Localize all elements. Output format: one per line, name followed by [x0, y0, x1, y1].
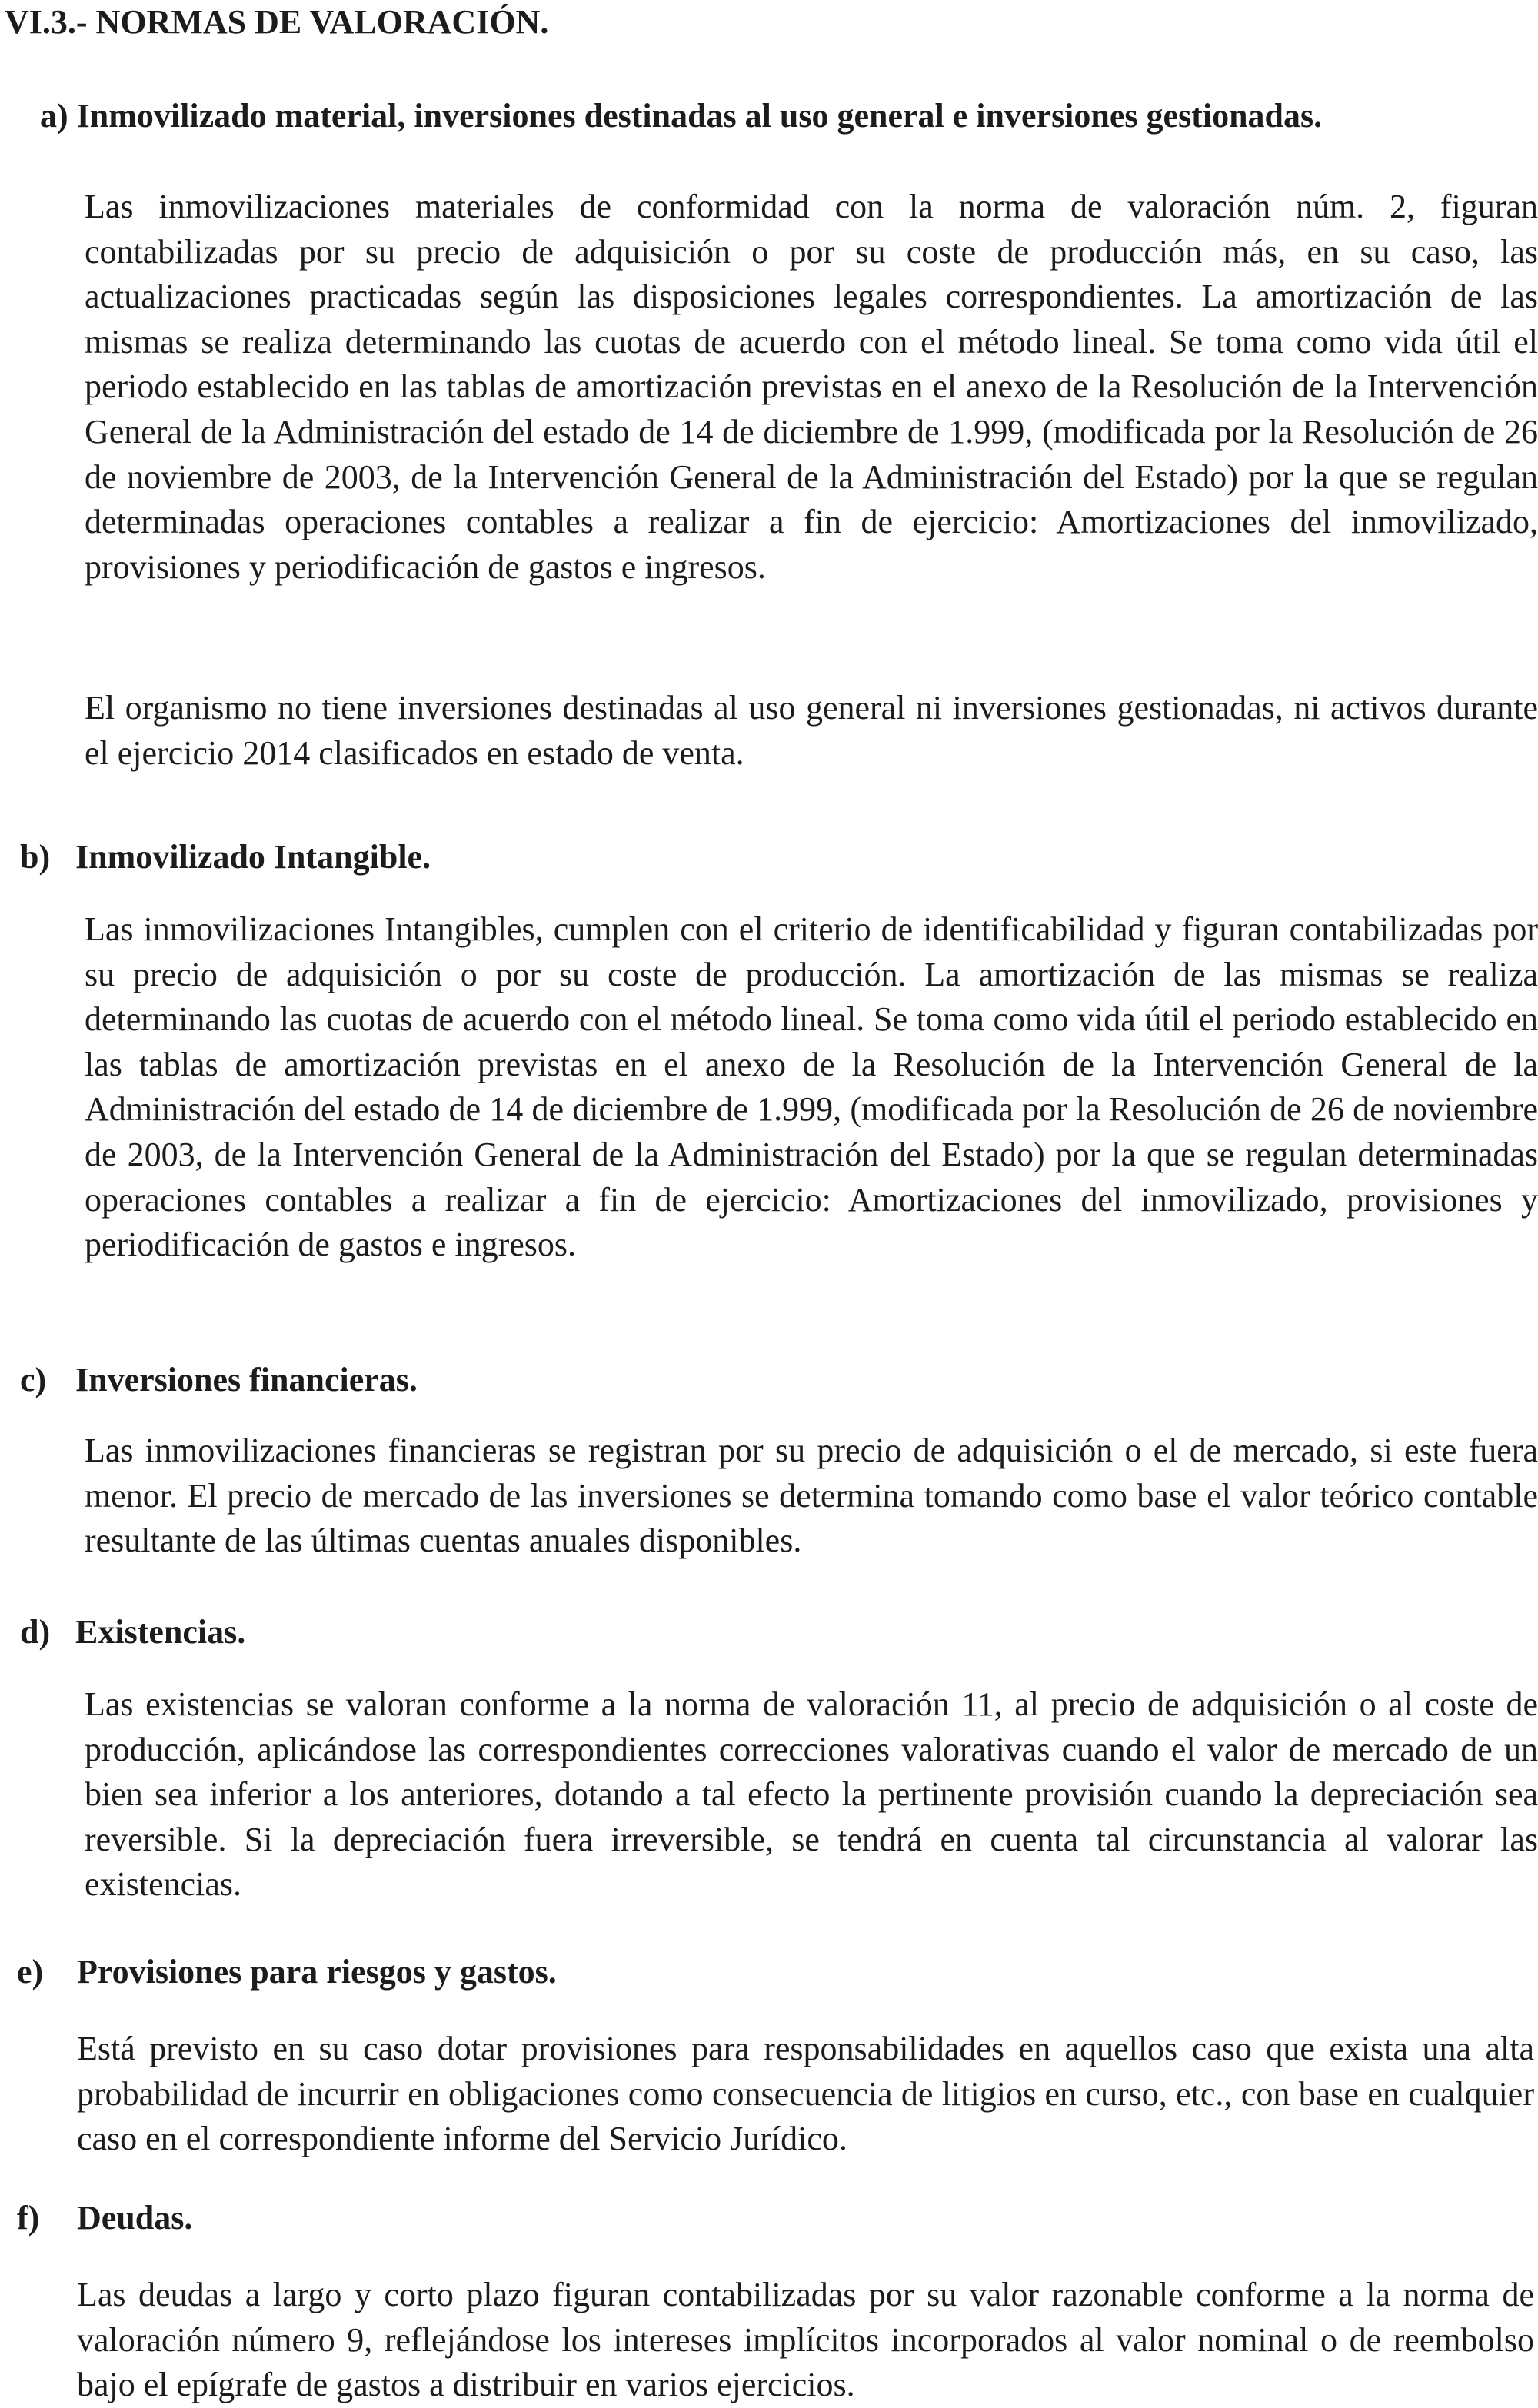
section-heading-f: [17, 2196, 192, 2240]
section-heading-text: Inmovilizado Intangible.: [75, 838, 431, 876]
section-heading-text: Deudas.: [77, 2199, 193, 2237]
paragraph: Las inmovilizaciones Intangibles, cumplen con el criterio de identificabilidad y figuran contabilizadas por su precio de adquisición o por su coste de producción. La amortización de las mismas se realiza determinando las cuotas de acuerdo con el método lineal. Se toma como vida útil el periodo establecido en las tablas de amortización previstas en el anexo de la Resolución de la Intervención General de la Administración del estado de 14 de diciembre de 1.999, (modificada por la Resolución de 26 de noviembre de 2003, de la Intervención General de la Administración del Estado) por la que se regulan determinadas operaciones contables a realizar a fin de ejercicio: Amortizaciones del inmovilizado, provisiones y periodificación de gastos e ingresos.: [85, 910, 1538, 1264]
section-heading-b: [20, 835, 431, 880]
section-heading-e: [17, 1950, 557, 1994]
paragraph: Las inmovilizaciones materiales de conformidad con la norma de valoración núm. 2, figuran contabilizadas por su precio de adquisición o por su coste de producción más, en su caso, las actualizaciones practicadas según las disposiciones legales correspondientes. La amortización de las mismas se realiza determinando las cuotas de acuerdo con el método lineal. Se toma como vida útil el periodo establecido en las tablas de amortización previstas en el anexo de la Resolución de la Intervención General de la Administración del estado de 14 de diciembre de 1.999, (modificada por la Resolución de 26 de noviembre de 2003, de la Intervención General de la Administración del Estado) por la que se regulan determinadas operaciones contables a realizar a fin de ejercicio: Amortizaciones del inmovilizado, provisiones y periodificación de gastos e ingresos.: [85, 188, 1538, 586]
paragraph: Las inmovilizaciones financieras se registran por su precio de adquisición o el de mercado, si este fuera menor. El precio de mercado de las inversiones se determina tomando como base el valor teórico contable resultante de las últimas cuentas anuales disponibles.: [85, 1432, 1538, 1560]
section-letter: f): [17, 2199, 40, 2237]
section-letter: c): [20, 1361, 47, 1399]
section-letter: b): [20, 838, 51, 876]
section-letter: e): [17, 1953, 44, 1991]
section-letter: a): [40, 97, 68, 135]
paragraph: El organismo no tiene inversiones destinadas al uso general ni inversiones gestionadas, ni activos durante el ejercicio 2014 clasificados en estado de venta.: [85, 689, 1538, 772]
section-heading-c: [20, 1358, 418, 1402]
section-letter: d): [20, 1613, 51, 1651]
section-heading-d: [20, 1610, 245, 1655]
paragraph: Las deudas a largo y corto plazo figuran contabilizadas por su valor razonable conforme a la norma de valoración número 9, reflejándose los intereses implícitos incorporados al valor nominal o de reembolso bajo el epígrafe de gastos a distribuir en varios ejercicios.: [77, 2276, 1534, 2404]
document-title: VI.3.- NORMAS DE VALORACIÓN.: [5, 3, 549, 41]
paragraph: Las existencias se valoran conforme a la norma de valoración 11, al precio de adquisición o al coste de producción, aplicándose las correspondientes correcciones valorativas cuando el valor de mercado de un bien sea inferior a los anteriores, dotando a tal efecto la pertinente provisión cuando la depreciación sea reversible. Si la depreciación fuera irreversible, se tendrá en cuenta tal circunstancia al valorar las existencias.: [85, 1685, 1538, 1904]
section-heading-text: Inversiones financieras.: [75, 1361, 418, 1399]
section-heading-text: Existencias.: [75, 1613, 246, 1651]
section-heading-text: Provisiones para riesgos y gastos.: [77, 1953, 557, 1991]
section-heading-a: [40, 94, 1515, 138]
section-heading-text: Inmovilizado material, inversiones destinadas al uso general e inversiones gestionadas.: [76, 97, 1323, 135]
paragraph: Está previsto en su caso dotar provisiones para responsabilidades en aquellos caso que exista una alta probabilidad de incurrir en obligaciones como consecuencia de litigios en curso, etc., con base en cualquier caso en el correspondiente informe del Servicio Jurídico.: [77, 2030, 1534, 2158]
